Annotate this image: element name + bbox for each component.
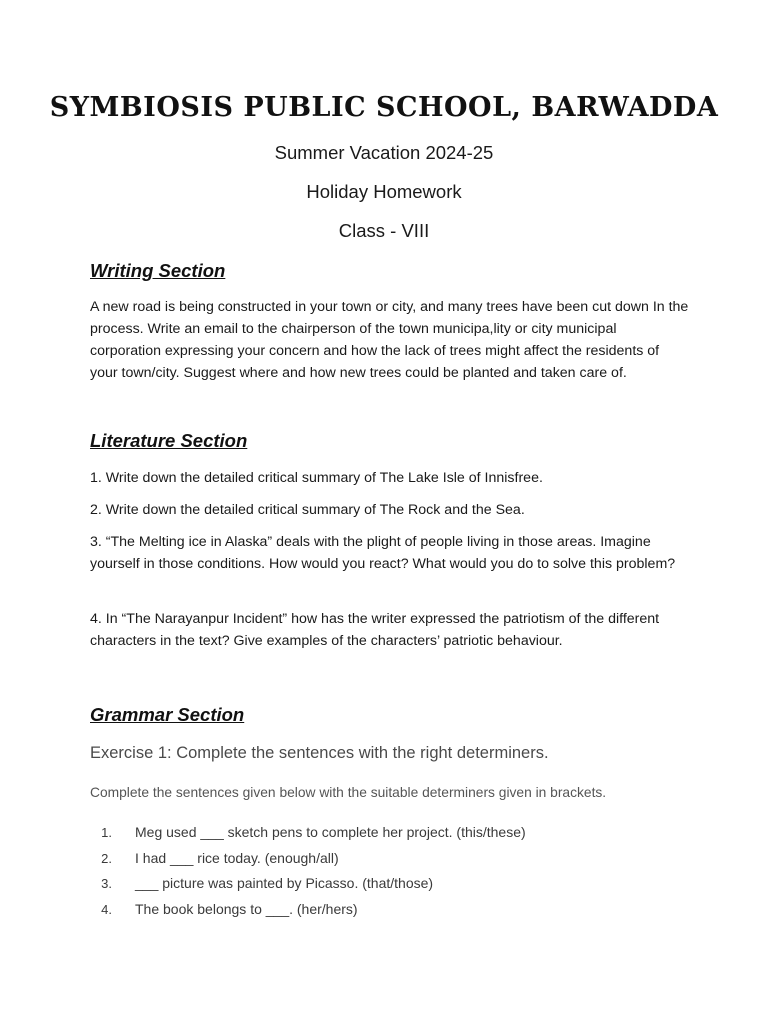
writing-task: A new road is being constructed in your town or city, and many trees have been cut down In the process. Write an email to the chairperson of the town municipa,lity or city municipal corporation expressing your concern and how the lack of trees might affect the residents of your town/city. Suggest where and how new trees could be planted and taken care of. bbox=[90, 299, 689, 381]
item-text: The book belongs to ___. (her/hers) bbox=[135, 900, 358, 917]
item-number: 2. bbox=[101, 850, 112, 866]
literature-question-4: 4. In “The Narayanpur Incident” how has the writer expressed the patriotism of the different characters in the text? Give examples of the characters’ patriotic behaviour. bbox=[90, 611, 660, 649]
grammar-section-heading: Grammar Section bbox=[90, 704, 245, 725]
item-number: 4. bbox=[101, 901, 112, 917]
literature-question-1: 1. Write down the detailed critical summary of The Lake Isle of Innisfree. bbox=[90, 470, 543, 486]
writing-section-heading: Writing Section bbox=[90, 260, 226, 281]
literature-question-2: 2. Write down the detailed critical summary of The Rock and the Sea. bbox=[90, 502, 525, 518]
item-number: 1. bbox=[101, 825, 112, 840]
item-text: I had ___ rice today. (enough/all) bbox=[135, 849, 339, 866]
school-name: SYMBIOSIS PUBLIC SCHOOL, BARWADDA bbox=[49, 92, 719, 123]
vacation-line: Summer Vacation 2024-25 bbox=[274, 142, 494, 163]
list-item bbox=[90, 872, 526, 898]
literature-question-3: 3. “The Melting ice in Alaska” deals with the plight of people living in those areas. Imagine yourself in those conditions. How would you react? What would you do to solve this problem? bbox=[90, 534, 676, 572]
exercise-list bbox=[90, 821, 526, 923]
list-item bbox=[90, 821, 526, 847]
literature-section-heading: Literature Section bbox=[90, 430, 248, 451]
class-line: Class - VIII bbox=[338, 220, 430, 241]
exercise-title: Exercise 1: Complete the sentences with the right determiners. bbox=[90, 744, 549, 762]
homework-line: Holiday Homework bbox=[306, 181, 462, 202]
list-item bbox=[90, 898, 526, 924]
exercise-instruction: Complete the sentences given below with the suitable determiners given in brackets. bbox=[90, 785, 607, 800]
item-text: Meg used ___ sketch pens to complete her project. (this/these) bbox=[135, 824, 526, 840]
item-text: ___ picture was painted by Picasso. (that/those) bbox=[135, 875, 434, 891]
list-item bbox=[90, 847, 526, 873]
item-number: 3. bbox=[101, 876, 112, 891]
